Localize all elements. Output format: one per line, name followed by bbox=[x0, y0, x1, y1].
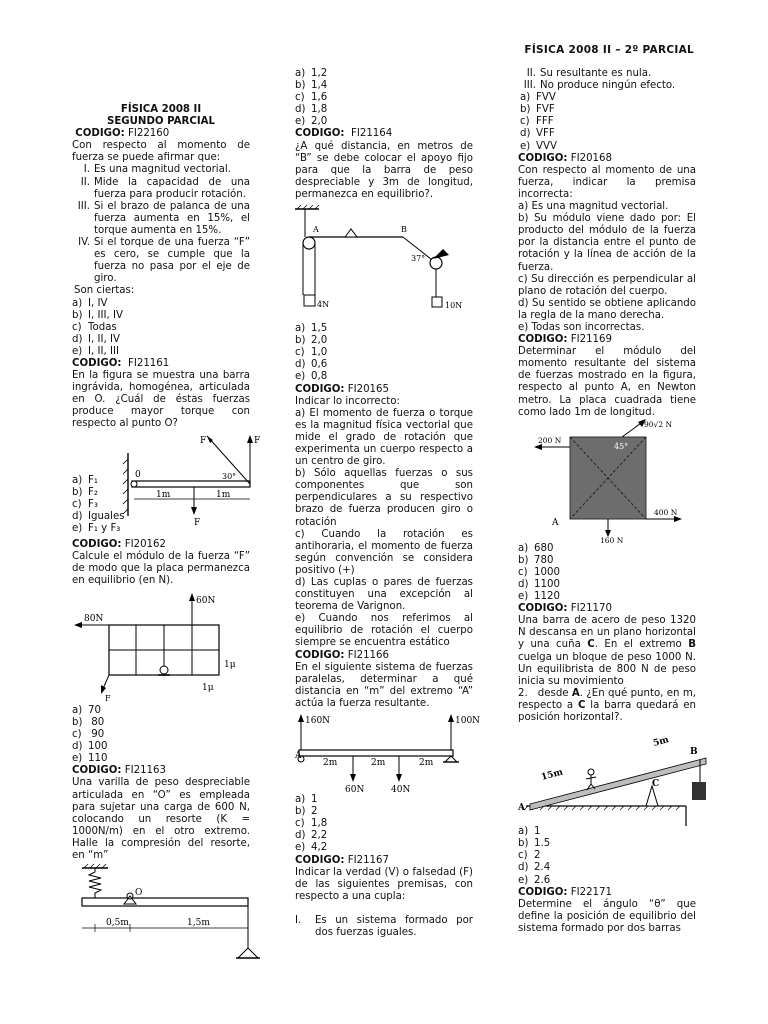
option-item[interactable]: a) I, IV bbox=[72, 297, 108, 309]
question-code: CODIGO: FI21167 bbox=[295, 854, 390, 866]
unit-length-label: 1μ bbox=[202, 682, 214, 693]
premise-list bbox=[72, 164, 250, 285]
point-label-b: B bbox=[690, 747, 698, 758]
option-item[interactable]: e) 2,0 bbox=[295, 116, 328, 128]
option-item[interactable]: d) 100 bbox=[72, 741, 108, 753]
force-label-80: 80N bbox=[84, 613, 104, 624]
option-item[interactable]: c) 1,6 bbox=[295, 92, 328, 104]
premise-item: I. Es una magnitud vectorial. bbox=[83, 164, 231, 176]
question-code: CODIGO: FI20168 bbox=[518, 152, 613, 164]
option-item[interactable]: d) 1100 bbox=[518, 579, 560, 590]
premise-item: II. Mide la capacidad de una fuerza para producir rotación. bbox=[80, 176, 250, 200]
premise-item: II. Su resultante es nula. bbox=[526, 68, 652, 79]
option-item[interactable]: d) Iguales bbox=[72, 510, 125, 522]
option-item[interactable]: b) FVF bbox=[520, 104, 555, 116]
distance-label-5m: 5m bbox=[652, 735, 671, 750]
option-item[interactable]: e) F₁ y F₃ bbox=[72, 522, 121, 534]
force-label-f3: F bbox=[194, 517, 201, 528]
distance-label: 1,5m bbox=[187, 918, 210, 929]
force-label-100: 100N bbox=[455, 716, 481, 727]
force-label-160: 160N bbox=[305, 716, 331, 727]
force-label-40: 40N bbox=[391, 785, 411, 796]
angle-label: 45° bbox=[614, 441, 629, 451]
unit-length-label: 1μ bbox=[224, 659, 236, 670]
question-stem: Con respecto al momento de una fuerza, indicar la premisa incorrecta: bbox=[518, 164, 696, 200]
option-item[interactable]: a) 1 bbox=[295, 794, 318, 806]
question-code: CODIGO: FI20162 bbox=[72, 538, 167, 550]
option-item[interactable]: c) Todas bbox=[72, 321, 117, 333]
premise-item: IV. Si el torque de una fuerza “F” es cero, se cumple que la fuerza no pasa por el eje de giro. bbox=[78, 237, 250, 285]
question-code: CODIGO: FI21170 bbox=[518, 603, 613, 615]
distance-label: 0,5m bbox=[106, 918, 129, 929]
option-item[interactable]: b) 1,4 bbox=[295, 80, 328, 92]
question-code: CODIGO: FI21169 bbox=[518, 334, 613, 346]
point-label-a: A bbox=[518, 803, 525, 814]
option-item[interactable]: d) I, II, IV bbox=[72, 333, 120, 345]
option-item[interactable]: c) F₃ bbox=[72, 498, 98, 510]
lever-bar-figure bbox=[120, 431, 270, 529]
point-label-b: B bbox=[401, 225, 407, 235]
question-figure-block bbox=[72, 431, 261, 541]
column-1 bbox=[72, 68, 261, 968]
option-item[interactable]: a) 70 bbox=[72, 704, 101, 716]
option-item[interactable]: c) Su dirección es perpendicular al plano de rotación del cuerpo. bbox=[518, 273, 696, 297]
option-item[interactable]: e) VVV bbox=[520, 140, 557, 152]
option-item[interactable]: e) 4,2 bbox=[295, 842, 328, 854]
question-stem: En la figura se muestra una barra ingrávida, homogénea, articulada en O. ¿Cuál de éstas fuerzas produce mayor torque con respecto al punto O? bbox=[72, 370, 250, 430]
distance-label: 2m bbox=[371, 758, 386, 769]
option-list bbox=[72, 298, 250, 358]
option-item[interactable]: c) 1,8 bbox=[295, 818, 328, 830]
force-label-f2: F bbox=[200, 435, 207, 446]
question-code: CODIGO: FI22160 bbox=[75, 128, 170, 140]
question-stem: Una varilla de peso despreciable articulada en “O” es empleada para sujetar una carga de 600 N, colocando un resorte (K = 1000N/m) en el otro extremo. Halle la compresión del resorte, en “m” bbox=[72, 777, 250, 862]
option-item[interactable]: a) 1,2 bbox=[295, 68, 328, 79]
force-label-f1: F bbox=[254, 435, 261, 446]
premise-list bbox=[518, 68, 696, 92]
question-stem: Indicar lo incorrecto: bbox=[295, 395, 400, 407]
page-header: FÍSICA 2008 II – 2º PARCIAL bbox=[524, 44, 694, 56]
option-item[interactable]: c) FFF bbox=[520, 116, 554, 128]
option-item[interactable]: c) 1,0 bbox=[295, 347, 328, 359]
column-3 bbox=[518, 68, 696, 935]
exam-title: FÍSICA 2008 II bbox=[120, 104, 202, 115]
point-label-a: A bbox=[313, 225, 319, 235]
option-item[interactable]: d) 2,2 bbox=[295, 830, 328, 842]
option-list bbox=[72, 475, 125, 535]
square-plate-figure bbox=[518, 419, 696, 543]
option-item[interactable]: a) F₁ bbox=[72, 474, 98, 486]
option-item[interactable]: a) 1,5 bbox=[295, 323, 328, 335]
option-item[interactable]: e) 2.6 bbox=[518, 874, 551, 886]
weight-label-10n: 10N bbox=[445, 301, 463, 311]
question-stem: Con respecto al momento de fuerza se puede afirmar que: bbox=[72, 140, 250, 164]
question-stem: Indicar la verdad (V) o falsedad (F) de las siguientes premisas, con respecto a una cupla: bbox=[295, 866, 473, 902]
option-item[interactable]: e) 110 bbox=[72, 753, 108, 765]
option-list bbox=[295, 68, 473, 128]
angle-label: 37° bbox=[411, 254, 426, 264]
question-code: CODIGO: FI21164 bbox=[295, 128, 393, 140]
option-item[interactable]: b) F₂ bbox=[72, 486, 98, 498]
option-item[interactable]: c) 90 bbox=[72, 729, 105, 741]
point-label-c: C bbox=[652, 779, 660, 790]
option-item[interactable]: b) I, III, IV bbox=[72, 309, 123, 321]
distance-label: 2m bbox=[323, 758, 338, 769]
premise-list bbox=[295, 915, 473, 939]
option-item[interactable]: d) Las cuplas o pares de fuerzas constituyen una excepción al teorema de Varignon. bbox=[295, 577, 473, 613]
question-code: CODIGO: FI21166 bbox=[295, 649, 390, 661]
option-item[interactable]: c) 2 bbox=[518, 850, 541, 862]
weight-label-4n: 4N bbox=[317, 300, 330, 310]
option-list bbox=[518, 826, 696, 886]
option-item[interactable]: c) 1000 bbox=[518, 566, 560, 578]
option-item[interactable]: d) Su sentido se obtiene aplicando la regla de la mano derecha. bbox=[518, 297, 696, 321]
option-list bbox=[518, 543, 696, 603]
option-item[interactable]: a) El momento de fuerza o torque es la magnitud física vectorial que mide el grado de rotación que experimenta un cuerpo respecto a un centro de giro. bbox=[295, 407, 473, 468]
point-label-a: A bbox=[552, 517, 559, 528]
column-2 bbox=[295, 68, 481, 939]
plate-equilibrium-figure bbox=[72, 587, 250, 705]
option-item[interactable]: e) Todas son incorrectas. bbox=[518, 321, 645, 333]
question-substem: 2. desde A. ¿En qué punto, en m, respecto a C la barra quedará en posición horizontal?. bbox=[518, 687, 697, 724]
question-stem: En el siguiente sistema de fuerzas paralelas, determinar a qué distancia en “m” del extremo “A” actúa la fuerza resultante. bbox=[295, 661, 473, 709]
option-item[interactable]: a) Es una magnitud vectorial. bbox=[518, 201, 669, 213]
angle-label: 30° bbox=[222, 471, 237, 481]
option-list bbox=[518, 92, 696, 152]
option-item[interactable]: b) Sólo aquellas fuerzas o sus componentes que son perpendiculares a su respectivo brazo de fuerza producen giro o rotación bbox=[295, 468, 473, 528]
question-lead: Son ciertas: bbox=[74, 285, 135, 297]
option-item[interactable]: a) FVV bbox=[520, 92, 556, 104]
parallel-forces-figure bbox=[295, 710, 485, 794]
option-item[interactable]: d) 0,6 bbox=[295, 359, 328, 371]
force-label-160: 160 N bbox=[600, 535, 624, 545]
option-item[interactable]: d) 1,8 bbox=[295, 104, 328, 116]
option-list bbox=[72, 705, 250, 765]
option-item[interactable]: b) 2,0 bbox=[295, 335, 328, 347]
option-item[interactable]: b) 1.5 bbox=[518, 838, 551, 850]
exam-subtitle: SEGUNDO PARCIAL bbox=[106, 116, 216, 128]
option-item[interactable]: d) VFF bbox=[520, 128, 555, 140]
option-item[interactable]: e) 1120 bbox=[518, 591, 560, 603]
premise-item: III. Si el brazo de palanca de una fuerza aumenta en 15%, el torque aumenta en 15%. bbox=[77, 200, 250, 236]
question-stem: Determinar el módulo del momento resultante del sistema de fuerzas mostrado en la figura, respecto al punto A, en Newton metro. La placa cuadrada tiene como lado 1m de longitud. bbox=[518, 346, 696, 418]
question-stem: Determine el ángulo “θ” que define la posición de equilibrio del sistema formado por dos barras bbox=[518, 898, 696, 934]
premise-item: III. No produce ningún efecto. bbox=[523, 80, 676, 92]
force-label-60: 60N bbox=[196, 595, 216, 606]
point-label-a: A bbox=[295, 751, 302, 762]
distance-label: 1m bbox=[156, 489, 171, 500]
distance-label: 2m bbox=[419, 758, 434, 769]
pulley-bar-figure bbox=[295, 201, 473, 323]
pivot-label: 0 bbox=[135, 469, 141, 480]
premise-item: I. Es un sistema formado por dos fuerzas iguales. bbox=[295, 914, 473, 938]
distance-label: 1m bbox=[216, 489, 231, 500]
option-item[interactable]: b) 780 bbox=[518, 554, 554, 566]
pivot-label: O bbox=[135, 888, 143, 899]
force-label-400: 400 N bbox=[654, 507, 678, 517]
option-item[interactable]: b) Su módulo viene dado por: El producto del módulo de la fuerza por la distancia entre el punto de rotación y la línea de acción de la fuerza. bbox=[518, 213, 696, 273]
option-list bbox=[295, 323, 473, 383]
option-item[interactable]: b) 2 bbox=[295, 806, 318, 818]
question-code: CODIGO: FI21161 bbox=[72, 357, 170, 369]
option-item[interactable]: b) 80 bbox=[72, 717, 105, 728]
option-item[interactable]: e) Cuando nos referimos al equilibrio de rotación el cuerpo siempre se encuentra estático bbox=[295, 613, 473, 649]
option-item[interactable]: a) 1 bbox=[518, 826, 541, 838]
question-code: CODIGO: FI20165 bbox=[295, 383, 390, 395]
distance-label-15m: 15m bbox=[540, 767, 565, 784]
force-label-90root2: 90√2 N bbox=[644, 419, 673, 429]
force-label-f: F bbox=[105, 693, 111, 703]
question-stem: Una barra de acero de peso 1320 N descansa en un plano horizontal y una cuña C. En el extremo B cuelga un bloque de peso 1000 N. Un equilibrista de 800 N de peso inicia su movimiento bbox=[518, 615, 696, 687]
question-code: CODIGO: FI21163 bbox=[72, 765, 167, 777]
force-label-60: 60N bbox=[345, 785, 365, 796]
inclined-bar-figure bbox=[518, 724, 696, 826]
question-stem: ¿A qué distancia, en metros de “B” se debe colocar el apoyo fijo para que la barra de peso despreciable y 3m de longitud, permanezca en equilibrio?. bbox=[295, 140, 473, 200]
option-item[interactable]: d) 2.4 bbox=[518, 862, 551, 874]
option-item[interactable]: e) 0,8 bbox=[295, 371, 328, 383]
spring-lever-figure bbox=[72, 862, 262, 968]
option-item[interactable]: e) I, II, III bbox=[72, 345, 119, 357]
option-item[interactable]: c) Cuando la rotación es antihoraria, el momento de fuerza según convención se considera positivo (+) bbox=[295, 528, 473, 576]
option-item[interactable]: a) 680 bbox=[518, 542, 554, 554]
question-stem: Calcule el módulo de la fuerza “F” de modo que la placa permanezca en equilibrio (en N). bbox=[72, 550, 250, 586]
force-label-200: 200 N bbox=[538, 435, 562, 445]
option-list bbox=[295, 794, 473, 854]
question-code: CODIGO: FI22171 bbox=[518, 886, 613, 898]
